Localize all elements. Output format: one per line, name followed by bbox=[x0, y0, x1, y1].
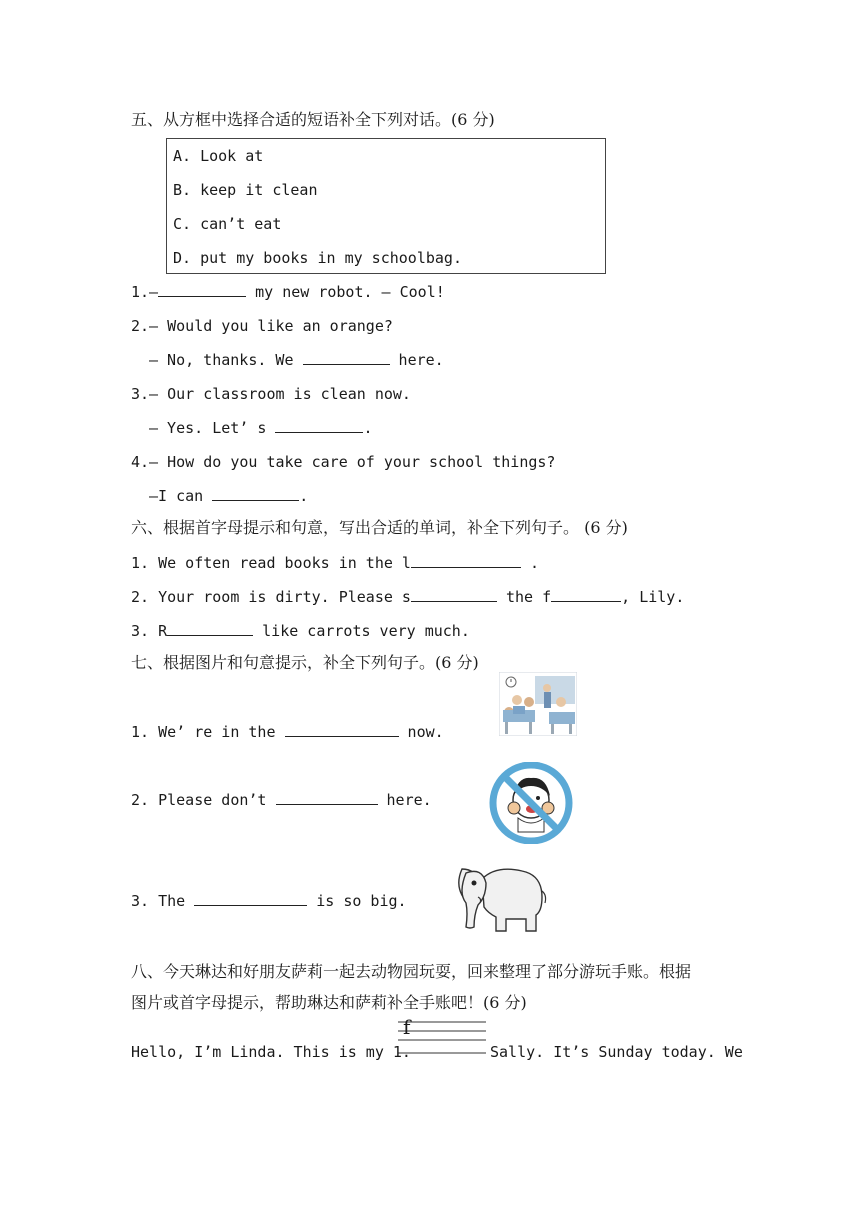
question-5-1: 1.— my new robot. — Cool! bbox=[131, 283, 445, 301]
option-b: B. keep it clean bbox=[173, 181, 318, 199]
four-line-writing-grid[interactable] bbox=[398, 1020, 486, 1056]
hint-letter: f bbox=[403, 1015, 411, 1039]
question-5-4b: —I can . bbox=[149, 487, 309, 505]
answer-blank[interactable] bbox=[194, 891, 307, 906]
question-5-3a: 3.— Our classroom is clean now. bbox=[131, 385, 411, 403]
question-7-1: 1. We’ re in the now. bbox=[131, 723, 444, 741]
section7-heading: 七、根据图片和句意提示，补全下列句子。(6 分) bbox=[131, 653, 479, 672]
no-eating-sign-picture bbox=[488, 762, 574, 844]
answer-blank[interactable] bbox=[551, 587, 621, 602]
option-d: D. put my books in my schoolbag. bbox=[173, 249, 462, 267]
question-7-2: 2. Please don’t here. bbox=[131, 791, 432, 809]
answer-blank[interactable] bbox=[411, 587, 497, 602]
section5-heading: 五、从方框中选择合适的短语补全下列对话。(6 分) bbox=[131, 110, 495, 129]
answer-blank[interactable] bbox=[276, 790, 378, 805]
question-5-3b: — Yes. Let’ s . bbox=[149, 419, 373, 437]
question-5-2b: — No, thanks. We here. bbox=[149, 351, 444, 369]
question-6-2: 2. Your room is dirty. Please s the f , Lily. bbox=[131, 588, 685, 606]
answer-blank[interactable] bbox=[411, 553, 521, 568]
question-5-2a: 2.— Would you like an orange? bbox=[131, 317, 393, 335]
question-6-1: 1. We often read books in the l . bbox=[131, 554, 540, 572]
answer-blank[interactable] bbox=[303, 350, 390, 365]
classroom-picture bbox=[499, 672, 577, 736]
section8-text-end: Sally. It’s Sunday today. We bbox=[490, 1043, 743, 1061]
answer-blank[interactable] bbox=[285, 722, 399, 737]
section6-heading: 六、根据首字母提示和句意，写出合适的单词，补全下列句子。 (6 分) bbox=[131, 518, 628, 537]
elephant-picture bbox=[444, 857, 548, 935]
answer-blank[interactable] bbox=[212, 486, 299, 501]
question-7-3: 3. The is so big. bbox=[131, 892, 407, 910]
section8-heading-line2: 图片或首字母提示，帮助琳达和萨莉补全手账吧！(6 分) bbox=[131, 993, 527, 1012]
question-6-3: 3. R like carrots very much. bbox=[131, 622, 470, 640]
question-5-4a: 4.— How do you take care of your school things? bbox=[131, 453, 556, 471]
answer-blank[interactable] bbox=[167, 621, 253, 636]
option-a: A. Look at bbox=[173, 147, 264, 165]
answer-blank[interactable] bbox=[158, 282, 246, 297]
section8-heading-line1: 八、今天琳达和好朋友萨莉一起去动物园玩耍，回来整理了部分游玩手账。根据 bbox=[131, 962, 692, 981]
section8-text-start: Hello, I’m Linda. This is my 1. bbox=[131, 1043, 411, 1061]
answer-blank[interactable] bbox=[275, 418, 363, 433]
option-c: C. can’t eat bbox=[173, 215, 282, 233]
